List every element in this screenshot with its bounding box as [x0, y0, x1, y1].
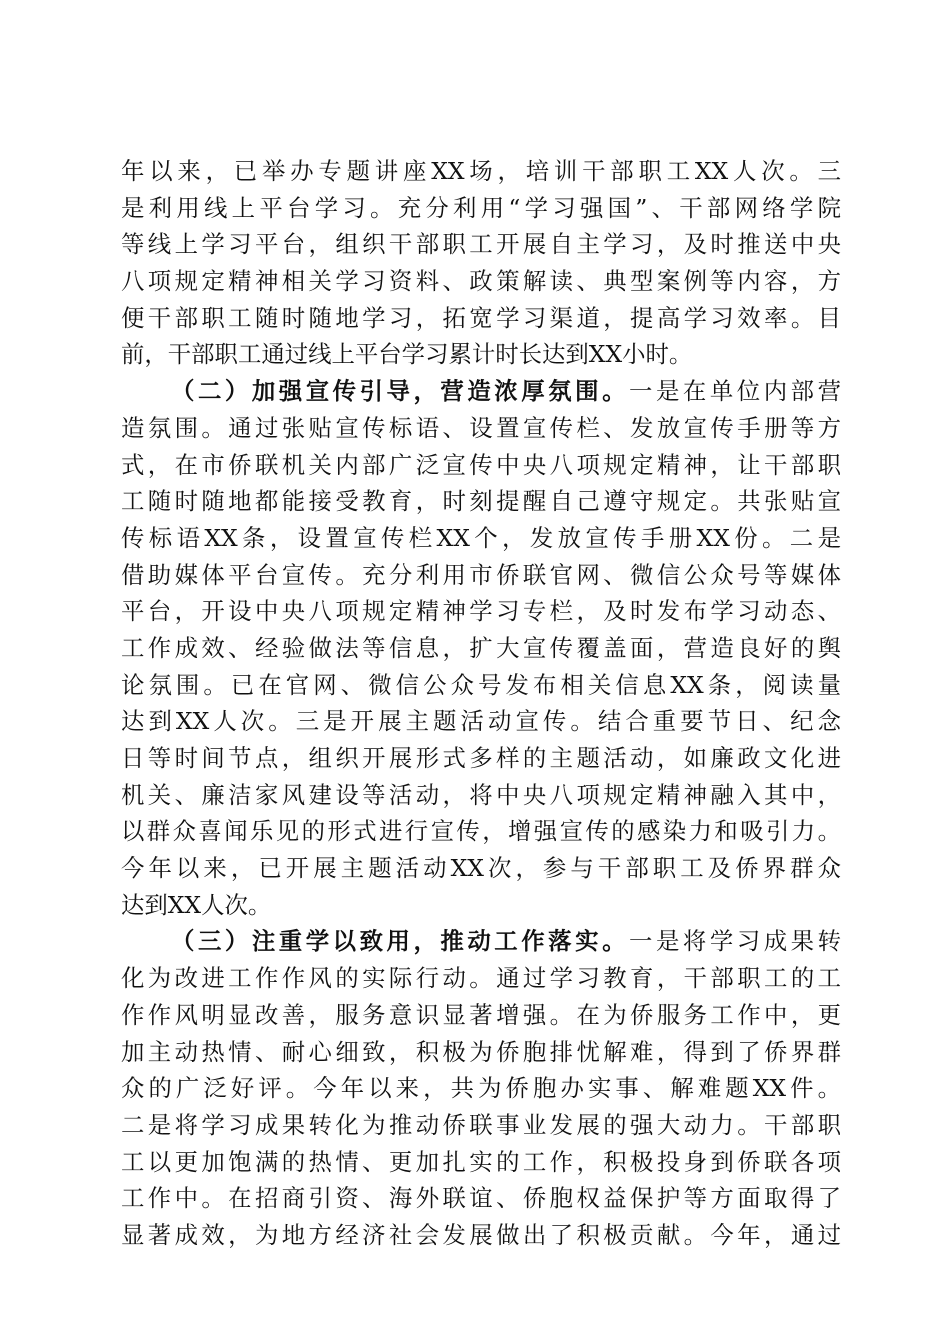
text-line: 是利用线上平台学习。充分利用“学习强国”、干部网络学院	[121, 193, 841, 222]
text-line: 平台，开设中央八项规定精神学习专栏，及时发布学习动态、	[121, 597, 841, 626]
paragraph-first-line	[121, 373, 841, 410]
text-line: 传标语XX条，设置宣传栏XX个，发放宣传手册XX份。二是	[121, 523, 841, 552]
text-line: 工随时随地都能接受教育，时刻提醒自己遵守规定。共张贴宣	[121, 487, 841, 516]
text-line: 达到XX人次。三是开展主题活动宣传。结合重要节日、纪念	[121, 707, 841, 736]
text-line: 造氛围。通过张贴宣传标语、设置宣传栏、发放宣传手册等方	[121, 413, 841, 442]
text-line: 作作风明显改善，服务意识显著增强。在为侨服务工作中，更	[121, 1000, 841, 1029]
section-heading-2: （二）加强宣传引导，营造浓厚氛围。	[171, 377, 630, 406]
text-line: 工作成效、经验做法等信息，扩大宣传覆盖面，营造良好的舆	[121, 633, 841, 662]
text-line: 达到XX人次。	[121, 890, 272, 919]
text-line: 论氛围。已在官网、微信公众号发布相关信息XX条，阅读量	[121, 670, 841, 699]
text-line: 今年以来，已开展主题活动XX次，参与干部职工及侨界群众	[121, 854, 841, 883]
text-line: 借助媒体平台宣传。充分利用市侨联官网、微信公众号等媒体	[121, 560, 841, 589]
text-line: 工作中。在招商引资、海外联谊、侨胞权益保护等方面取得了	[121, 1184, 841, 1213]
text-line: 八项规定精神相关学习资料、政策解读、典型案例等内容，方	[121, 267, 841, 296]
paragraph-online-learning	[121, 153, 841, 373]
text-line: 年以来，已举办专题讲座XX场，培训干部职工XX人次。三	[121, 157, 841, 185]
first-line-text: 一是将学习成果转	[629, 927, 842, 956]
section-heading-3: （三）注重学以致用，推动工作落实。	[171, 927, 630, 956]
text-line: 以群众喜闻乐见的形式进行宣传，增强宣传的感染力和吸引力。	[121, 817, 841, 846]
paragraph-first-line	[121, 923, 841, 960]
text-line: 众的广泛好评。今年以来，共为侨胞办实事、解难题XX件。	[121, 1074, 841, 1103]
text-line: 等线上学习平台，组织干部职工开展自主学习，及时推送中央	[121, 230, 841, 259]
text-line: 工以更加饱满的热情、更加扎实的工作，积极投身到侨联各项	[121, 1147, 841, 1176]
text-line: 加主动热情、耐心细致，积极为侨胞排忧解难，得到了侨界群	[121, 1037, 841, 1066]
text-line: 日等时间节点，组织开展形式多样的主题活动，如廉政文化进	[121, 744, 841, 772]
text-line: 式，在市侨联机关内部广泛宣传中央八项规定精神，让干部职	[121, 450, 841, 479]
paragraph-apply-learning	[121, 923, 841, 1253]
text-line: 二是将学习成果转化为推动侨联事业发展的强大动力。干部职	[121, 1110, 841, 1139]
first-line-text: 一是在单位内部营	[629, 377, 842, 406]
text-line: 化为改进工作作风的实际行动。通过学习教育，干部职工的工	[121, 964, 841, 993]
text-line: 便干部职工随时随地学习，拓宽学习渠道，提高学习效率。目	[121, 303, 841, 332]
document-body	[121, 153, 841, 1254]
text-line: 显著成效，为地方经济社会发展做出了积极贡献。今年，通过	[121, 1220, 841, 1249]
paragraph-publicity-guidance	[121, 373, 841, 923]
text-line: 前，干部职工通过线上平台学习累计时长达到XX小时。	[121, 340, 693, 369]
text-line: 机关、廉洁家风建设等活动，将中央八项规定精神融入其中，	[121, 780, 841, 809]
